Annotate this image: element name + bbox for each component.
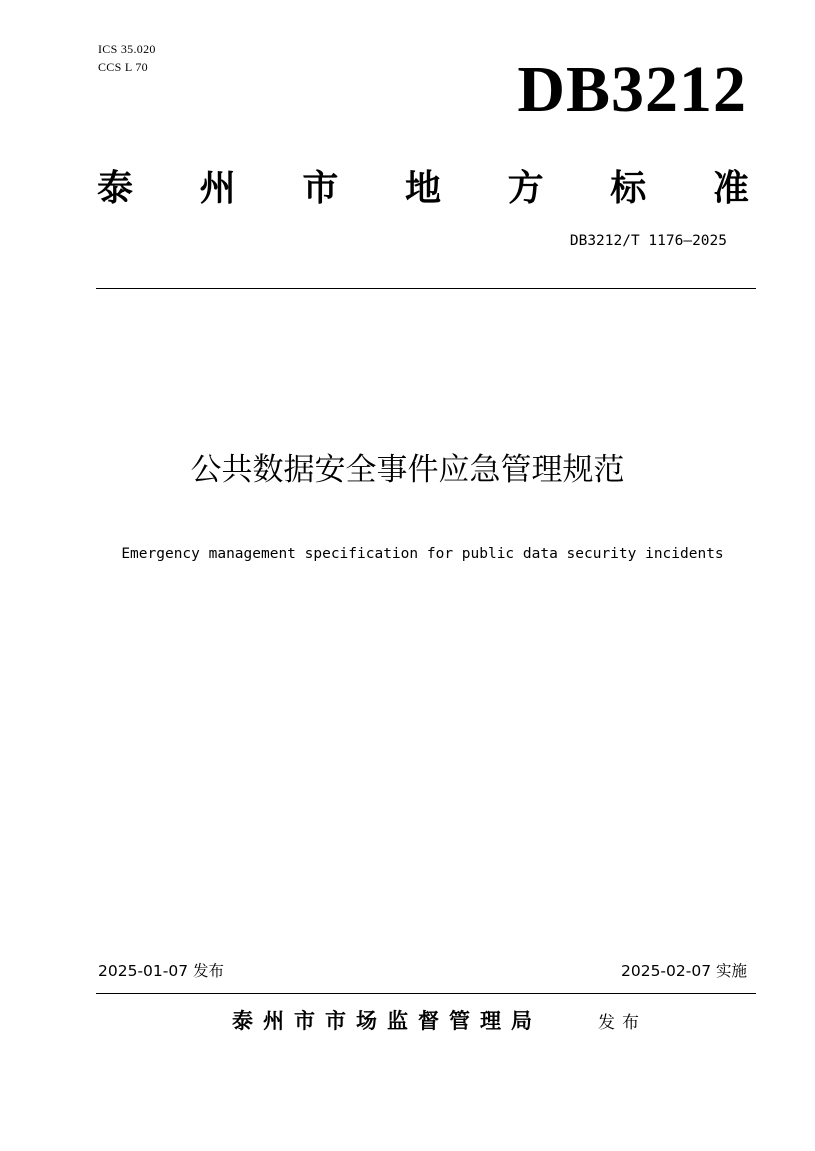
classification-codes xyxy=(98,40,156,76)
standard-type-char: 泰 xyxy=(97,167,134,209)
issuing-authority: 泰州市市场监督管理局 xyxy=(232,1008,542,1033)
standard-type-char: 标 xyxy=(610,167,647,209)
standard-type-title xyxy=(97,164,749,212)
db-code: DB3212 xyxy=(517,53,747,126)
standard-type-char: 地 xyxy=(404,167,441,209)
standard-type-char: 方 xyxy=(507,167,544,209)
standard-number: DB3212/T 1176—2025 xyxy=(569,233,727,249)
document-title-chinese: 公共数据安全事件应急管理规范 xyxy=(190,452,625,488)
document-title-english: Emergency management specification for public data security incidents xyxy=(121,546,724,562)
bottom-divider xyxy=(96,993,756,994)
issue-label: 发布 xyxy=(598,1013,646,1033)
publish-date: 2025-01-07 发布 xyxy=(98,962,225,980)
standard-type-char: 市 xyxy=(302,167,339,209)
standard-type-char: 州 xyxy=(199,167,236,209)
ics-code: ICS 35.020 xyxy=(98,42,156,56)
ccs-code: CCS L 70 xyxy=(98,60,148,74)
top-divider xyxy=(96,288,756,289)
standard-type-char: 准 xyxy=(712,167,749,209)
implementation-date: 2025-02-07 实施 xyxy=(620,962,747,980)
